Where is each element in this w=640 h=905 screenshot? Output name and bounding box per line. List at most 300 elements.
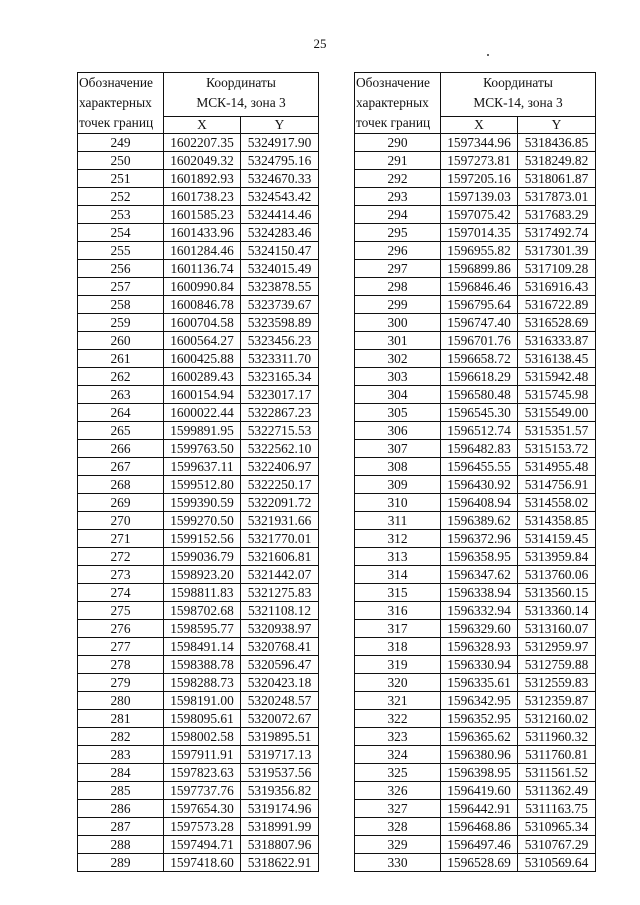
x-coordinate-cell: 1596365.62 [441, 728, 518, 746]
y-coordinate-cell: 5324795.16 [241, 152, 319, 170]
point-number-cell: 329 [355, 836, 441, 854]
header-label-line3: точек границ [356, 115, 431, 130]
x-coordinate-cell: 1596389.62 [441, 512, 518, 530]
y-coordinate-cell: 5316138.45 [518, 350, 596, 368]
point-number-cell: 330 [355, 854, 441, 872]
x-coordinate-cell: 1601433.96 [164, 224, 241, 242]
table-row [78, 638, 319, 656]
table-row [355, 170, 596, 188]
table-row [78, 854, 319, 872]
x-coordinate-cell: 1600564.27 [164, 332, 241, 350]
point-number-cell: 301 [355, 332, 441, 350]
table-row [78, 494, 319, 512]
y-coordinate-cell: 5312759.88 [518, 656, 596, 674]
y-coordinate-cell: 5310569.64 [518, 854, 596, 872]
x-coordinate-cell: 1600846.78 [164, 296, 241, 314]
table-row [78, 818, 319, 836]
x-coordinate-cell: 1596347.62 [441, 566, 518, 584]
table-row [78, 206, 319, 224]
table-row [78, 368, 319, 386]
y-coordinate-cell: 5319174.96 [241, 800, 319, 818]
point-number-cell: 296 [355, 242, 441, 260]
table-row [78, 188, 319, 206]
table-row [78, 692, 319, 710]
table-row [355, 584, 596, 602]
y-coordinate-cell: 5319356.82 [241, 782, 319, 800]
y-coordinate-cell: 5313959.84 [518, 548, 596, 566]
y-coordinate-cell: 5318061.87 [518, 170, 596, 188]
x-coordinate-cell: 1597418.60 [164, 854, 241, 872]
table-row [78, 746, 319, 764]
y-coordinate-cell: 5320072.67 [241, 710, 319, 728]
point-number-cell: 272 [78, 548, 164, 566]
y-coordinate-cell: 5311163.75 [518, 800, 596, 818]
y-coordinate-cell: 5320768.41 [241, 638, 319, 656]
y-coordinate-cell: 5323739.67 [241, 296, 319, 314]
x-coordinate-cell: 1602207.35 [164, 134, 241, 152]
table-row [355, 566, 596, 584]
point-number-cell: 249 [78, 134, 164, 152]
table-row [355, 152, 596, 170]
table-row [355, 836, 596, 854]
point-number-cell: 261 [78, 350, 164, 368]
point-number-cell: 266 [78, 440, 164, 458]
y-coordinate-cell: 5314756.91 [518, 476, 596, 494]
point-number-cell: 309 [355, 476, 441, 494]
y-coordinate-cell: 5320938.97 [241, 620, 319, 638]
point-number-cell: 317 [355, 620, 441, 638]
point-number-cell: 302 [355, 350, 441, 368]
point-number-cell: 284 [78, 764, 164, 782]
point-number-cell: 324 [355, 746, 441, 764]
point-number-cell: 283 [78, 746, 164, 764]
table-row [355, 656, 596, 674]
y-coordinate-cell: 5322406.97 [241, 458, 319, 476]
coordinates-header [441, 73, 596, 117]
x-coordinate-cell: 1596352.95 [441, 710, 518, 728]
x-coordinate-cell: 1600990.84 [164, 278, 241, 296]
x-coordinate-cell: 1597654.30 [164, 800, 241, 818]
y-coordinate-cell: 5318436.85 [518, 134, 596, 152]
x-coordinate-cell: 1596658.72 [441, 350, 518, 368]
x-coordinate-cell: 1601892.93 [164, 170, 241, 188]
point-number-cell: 310 [355, 494, 441, 512]
x-coordinate-cell: 1601136.74 [164, 260, 241, 278]
y-coordinate-cell: 5318807.96 [241, 836, 319, 854]
table-row [78, 278, 319, 296]
table-row [78, 584, 319, 602]
y-coordinate-cell: 5314955.48 [518, 458, 596, 476]
table-row [78, 620, 319, 638]
table-row [78, 386, 319, 404]
x-coordinate-cell: 1596482.83 [441, 440, 518, 458]
y-coordinate-cell: 5317683.29 [518, 206, 596, 224]
y-coordinate-cell: 5321770.01 [241, 530, 319, 548]
y-coordinate-cell: 5311960.32 [518, 728, 596, 746]
y-coordinate-cell: 5322562.10 [241, 440, 319, 458]
table-row [78, 602, 319, 620]
table-body-left [78, 134, 319, 872]
coordinates-header [164, 73, 319, 117]
point-number-cell: 306 [355, 422, 441, 440]
y-coordinate-cell: 5318249.82 [518, 152, 596, 170]
table-row [355, 296, 596, 314]
point-number-cell: 294 [355, 206, 441, 224]
y-coordinate-cell: 5322091.72 [241, 494, 319, 512]
x-coordinate-cell: 1597573.28 [164, 818, 241, 836]
y-coordinate-cell: 5311362.49 [518, 782, 596, 800]
x-coordinate-cell: 1596398.95 [441, 764, 518, 782]
y-coordinate-cell: 5320423.18 [241, 674, 319, 692]
table-body-right [355, 134, 596, 872]
table-row [355, 476, 596, 494]
x-coordinate-cell: 1600022.44 [164, 404, 241, 422]
table-row [355, 854, 596, 872]
point-number-cell: 305 [355, 404, 441, 422]
point-number-cell: 262 [78, 368, 164, 386]
point-number-cell: 254 [78, 224, 164, 242]
point-number-cell: 318 [355, 638, 441, 656]
x-coordinate-cell: 1597014.35 [441, 224, 518, 242]
x-coordinate-cell: 1598923.20 [164, 566, 241, 584]
x-coordinate-cell: 1596899.86 [441, 260, 518, 278]
x-coordinate-cell: 1596358.95 [441, 548, 518, 566]
point-number-cell: 285 [78, 782, 164, 800]
table-row [78, 314, 319, 332]
x-coordinate-cell: 1596419.60 [441, 782, 518, 800]
point-number-cell: 311 [355, 512, 441, 530]
x-coordinate-cell: 1596329.60 [441, 620, 518, 638]
y-coordinate-cell: 5312160.02 [518, 710, 596, 728]
coordinates-header-line1: Координаты [483, 75, 553, 90]
table-row [355, 314, 596, 332]
point-number-cell: 268 [78, 476, 164, 494]
y-coordinate-cell: 5318991.99 [241, 818, 319, 836]
point-number-cell: 263 [78, 386, 164, 404]
table-row [78, 224, 319, 242]
y-coordinate-cell: 5322715.53 [241, 422, 319, 440]
y-coordinate-cell: 5316722.89 [518, 296, 596, 314]
y-coordinate-cell: 5313360.14 [518, 602, 596, 620]
table-row [355, 638, 596, 656]
x-coordinate-cell: 1596328.93 [441, 638, 518, 656]
x-coordinate-cell: 1596701.76 [441, 332, 518, 350]
y-coordinate-cell: 5324670.33 [241, 170, 319, 188]
x-coordinate-cell: 1597139.03 [441, 188, 518, 206]
table-row [355, 782, 596, 800]
table-row [355, 800, 596, 818]
y-coordinate-cell: 5319537.56 [241, 764, 319, 782]
point-number-cell: 316 [355, 602, 441, 620]
y-coordinate-cell: 5317492.74 [518, 224, 596, 242]
x-coordinate-cell: 1596468.86 [441, 818, 518, 836]
y-coordinate-cell: 5321931.66 [241, 512, 319, 530]
x-coordinate-cell: 1596430.92 [441, 476, 518, 494]
point-number-cell: 269 [78, 494, 164, 512]
y-coordinate-cell: 5313560.15 [518, 584, 596, 602]
x-coordinate-cell: 1599763.50 [164, 440, 241, 458]
point-number-cell: 253 [78, 206, 164, 224]
point-number-cell: 250 [78, 152, 164, 170]
point-number-cell: 297 [355, 260, 441, 278]
table-row [78, 152, 319, 170]
table-row [355, 818, 596, 836]
x-coordinate-cell: 1596580.48 [441, 386, 518, 404]
x-coordinate-cell: 1596795.64 [441, 296, 518, 314]
x-coordinate-cell: 1596380.96 [441, 746, 518, 764]
point-number-cell: 260 [78, 332, 164, 350]
table-row [355, 602, 596, 620]
table-row [78, 566, 319, 584]
x-coordinate-cell: 1598491.14 [164, 638, 241, 656]
y-coordinate-cell: 5324543.42 [241, 188, 319, 206]
x-coordinate-cell: 1597075.42 [441, 206, 518, 224]
x-coordinate-cell: 1599390.59 [164, 494, 241, 512]
y-coordinate-cell: 5322250.17 [241, 476, 319, 494]
x-coordinate-cell: 1596747.40 [441, 314, 518, 332]
x-coordinate-cell: 1599512.80 [164, 476, 241, 494]
table-row [355, 350, 596, 368]
x-coordinate-cell: 1598191.00 [164, 692, 241, 710]
x-coordinate-cell: 1596335.61 [441, 674, 518, 692]
table-row [355, 512, 596, 530]
table-row [355, 458, 596, 476]
y-coordinate-cell: 5320248.57 [241, 692, 319, 710]
x-coordinate-cell: 1599891.95 [164, 422, 241, 440]
point-number-cell: 313 [355, 548, 441, 566]
point-number-cell: 276 [78, 620, 164, 638]
y-coordinate-cell: 5321606.81 [241, 548, 319, 566]
y-coordinate-cell: 5319895.51 [241, 728, 319, 746]
x-coordinate-cell: 1596342.95 [441, 692, 518, 710]
point-number-cell: 298 [355, 278, 441, 296]
x-coordinate-cell: 1598002.58 [164, 728, 241, 746]
table-row [355, 746, 596, 764]
header-label-line1: Обозначение [79, 75, 153, 90]
table-row [78, 458, 319, 476]
table-row [78, 134, 319, 152]
y-coordinate-cell: 5321275.83 [241, 584, 319, 602]
point-number-cell: 277 [78, 638, 164, 656]
x-coordinate-cell: 1600154.94 [164, 386, 241, 404]
x-coordinate-cell: 1596332.94 [441, 602, 518, 620]
point-number-cell: 300 [355, 314, 441, 332]
column-header-x: X [441, 116, 518, 133]
table-row [78, 332, 319, 350]
point-number-cell: 256 [78, 260, 164, 278]
table-row [78, 440, 319, 458]
x-coordinate-cell: 1596512.74 [441, 422, 518, 440]
coordinates-table-left [77, 72, 319, 872]
point-number-cell: 255 [78, 242, 164, 260]
x-coordinate-cell: 1596528.69 [441, 854, 518, 872]
point-number-cell: 327 [355, 800, 441, 818]
point-number-cell: 273 [78, 566, 164, 584]
x-coordinate-cell: 1601284.46 [164, 242, 241, 260]
y-coordinate-cell: 5317301.39 [518, 242, 596, 260]
point-number-cell: 289 [78, 854, 164, 872]
y-coordinate-cell: 5315745.98 [518, 386, 596, 404]
table-row [78, 242, 319, 260]
point-number-cell: 319 [355, 656, 441, 674]
point-number-cell: 270 [78, 512, 164, 530]
table-row [355, 206, 596, 224]
point-number-cell: 328 [355, 818, 441, 836]
x-coordinate-cell: 1598595.77 [164, 620, 241, 638]
point-number-cell: 252 [78, 188, 164, 206]
table-row [78, 728, 319, 746]
x-coordinate-cell: 1599036.79 [164, 548, 241, 566]
header-label-line1: Обозначение [356, 75, 430, 90]
x-coordinate-cell: 1601585.23 [164, 206, 241, 224]
table-row [355, 530, 596, 548]
table-row [78, 260, 319, 278]
table-row [355, 710, 596, 728]
scan-speck [487, 54, 489, 56]
x-coordinate-cell: 1601738.23 [164, 188, 241, 206]
point-number-cell: 307 [355, 440, 441, 458]
point-number-cell: 323 [355, 728, 441, 746]
x-coordinate-cell: 1600289.43 [164, 368, 241, 386]
table-row [78, 170, 319, 188]
header-label-line2: характерных [79, 95, 152, 110]
point-number-cell: 251 [78, 170, 164, 188]
x-coordinate-cell: 1597737.76 [164, 782, 241, 800]
y-coordinate-cell: 5314159.45 [518, 530, 596, 548]
y-coordinate-cell: 5314358.85 [518, 512, 596, 530]
table-row [355, 404, 596, 422]
y-coordinate-cell: 5324015.49 [241, 260, 319, 278]
x-coordinate-cell: 1599270.50 [164, 512, 241, 530]
table-row [78, 710, 319, 728]
table-row [355, 386, 596, 404]
x-coordinate-cell: 1598811.83 [164, 584, 241, 602]
x-coordinate-cell: 1600425.88 [164, 350, 241, 368]
y-coordinate-cell: 5314558.02 [518, 494, 596, 512]
point-number-cell: 288 [78, 836, 164, 854]
table-row [78, 296, 319, 314]
point-number-cell: 259 [78, 314, 164, 332]
y-coordinate-cell: 5315351.57 [518, 422, 596, 440]
point-number-cell: 282 [78, 728, 164, 746]
y-coordinate-cell: 5312359.87 [518, 692, 596, 710]
page-number: 25 [313, 36, 327, 51]
table-row [355, 620, 596, 638]
x-coordinate-cell: 1597344.96 [441, 134, 518, 152]
table-row [355, 764, 596, 782]
x-coordinate-cell: 1597205.16 [441, 170, 518, 188]
coordinates-header-line2: МСК-14, зона 3 [196, 95, 286, 110]
point-number-cell: 326 [355, 782, 441, 800]
x-coordinate-cell: 1596846.46 [441, 278, 518, 296]
y-coordinate-cell: 5319717.13 [241, 746, 319, 764]
coordinates-header-line1: Координаты [206, 75, 276, 90]
x-coordinate-cell: 1600704.58 [164, 314, 241, 332]
table-row [78, 656, 319, 674]
table-row [355, 422, 596, 440]
x-coordinate-cell: 1599152.56 [164, 530, 241, 548]
y-coordinate-cell: 5317873.01 [518, 188, 596, 206]
point-number-cell: 308 [355, 458, 441, 476]
y-coordinate-cell: 5311760.81 [518, 746, 596, 764]
y-coordinate-cell: 5320596.47 [241, 656, 319, 674]
y-coordinate-cell: 5323598.89 [241, 314, 319, 332]
point-number-cell: 280 [78, 692, 164, 710]
point-number-cell: 290 [355, 134, 441, 152]
y-coordinate-cell: 5315549.00 [518, 404, 596, 422]
point-number-cell: 257 [78, 278, 164, 296]
point-number-cell: 291 [355, 152, 441, 170]
y-coordinate-cell: 5316333.87 [518, 332, 596, 350]
table-row [355, 440, 596, 458]
table-row [355, 368, 596, 386]
point-number-cell: 275 [78, 602, 164, 620]
x-coordinate-cell: 1598095.61 [164, 710, 241, 728]
point-number-cell: 315 [355, 584, 441, 602]
x-coordinate-cell: 1596338.94 [441, 584, 518, 602]
y-coordinate-cell: 5316528.69 [518, 314, 596, 332]
y-coordinate-cell: 5321108.12 [241, 602, 319, 620]
point-number-cell: 320 [355, 674, 441, 692]
table-row [355, 260, 596, 278]
x-coordinate-cell: 1596618.29 [441, 368, 518, 386]
column-header-x: X [164, 116, 241, 133]
point-number-cell: 312 [355, 530, 441, 548]
y-coordinate-cell: 5312559.83 [518, 674, 596, 692]
point-number-cell: 274 [78, 584, 164, 602]
column-header-y: Y [518, 116, 596, 133]
boundary-points-header [78, 73, 164, 134]
point-number-cell: 265 [78, 422, 164, 440]
y-coordinate-cell: 5311561.52 [518, 764, 596, 782]
point-number-cell: 292 [355, 170, 441, 188]
table-row [78, 404, 319, 422]
point-number-cell: 314 [355, 566, 441, 584]
boundary-points-header [355, 73, 441, 134]
x-coordinate-cell: 1598388.78 [164, 656, 241, 674]
x-coordinate-cell: 1596442.91 [441, 800, 518, 818]
table-row [78, 548, 319, 566]
y-coordinate-cell: 5316916.43 [518, 278, 596, 296]
table-row [355, 674, 596, 692]
x-coordinate-cell: 1598702.68 [164, 602, 241, 620]
table-row [78, 476, 319, 494]
y-coordinate-cell: 5318622.91 [241, 854, 319, 872]
x-coordinate-cell: 1596330.94 [441, 656, 518, 674]
point-number-cell: 258 [78, 296, 164, 314]
point-number-cell: 321 [355, 692, 441, 710]
point-number-cell: 293 [355, 188, 441, 206]
x-coordinate-cell: 1596372.96 [441, 530, 518, 548]
point-number-cell: 299 [355, 296, 441, 314]
point-number-cell: 264 [78, 404, 164, 422]
point-number-cell: 304 [355, 386, 441, 404]
y-coordinate-cell: 5313760.06 [518, 566, 596, 584]
x-coordinate-cell: 1596455.55 [441, 458, 518, 476]
point-number-cell: 267 [78, 458, 164, 476]
point-number-cell: 281 [78, 710, 164, 728]
y-coordinate-cell: 5312959.97 [518, 638, 596, 656]
y-coordinate-cell: 5324414.46 [241, 206, 319, 224]
table-row [78, 800, 319, 818]
y-coordinate-cell: 5323311.70 [241, 350, 319, 368]
y-coordinate-cell: 5315942.48 [518, 368, 596, 386]
x-coordinate-cell: 1597823.63 [164, 764, 241, 782]
point-number-cell: 322 [355, 710, 441, 728]
y-coordinate-cell: 5324283.46 [241, 224, 319, 242]
point-number-cell: 325 [355, 764, 441, 782]
table-row [78, 782, 319, 800]
